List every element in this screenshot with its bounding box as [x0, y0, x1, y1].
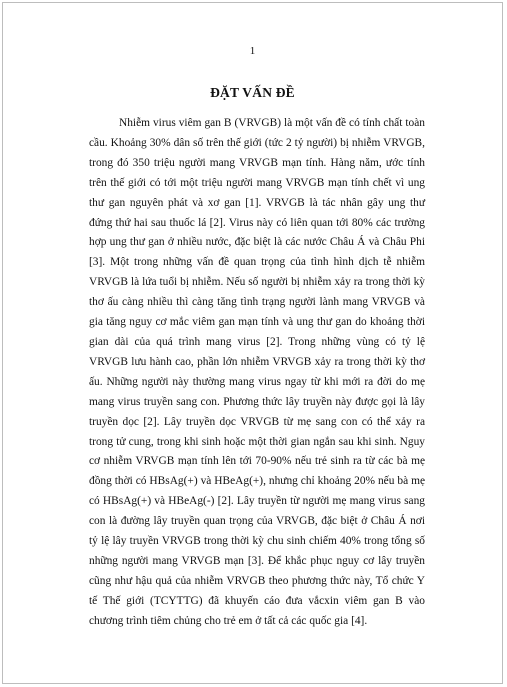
page-number: 1 — [249, 45, 256, 57]
section-title: ĐẶT VẤN ĐỀ — [210, 85, 295, 100]
document-page — [2, 2, 503, 684]
body-paragraph: Nhiễm virus viêm gan B (VRVGB) là một vấn đề có tính chất toàn cầu. Khoảng 30% dân số trên thế giới (tức 2 tỷ người) bị nhiễm VRVGB, trong đó 350 triệu người mang VRVGB mạn tính. Hàng năm, ước tính trên thế giới có tới một triệu người mang VRVGB mạn tính chết vì ung thư gan nguyên phát và xơ gan [1]. VRVGB là tác nhân gây ung thư đứng thứ hai sau thuốc lá [2]. Virus này có liên quan tới 80% các trường hợp ung thư gan ở nhiều nước, đặc biệt là các nước Châu Á và Châu Phi [3]. Một trong những vấn đề quan trọng của tình hình dịch tễ nhiễm VRVGB là lứa tuổi bị nhiễm. Nếu số người bị nhiễm xảy ra trong thời kỳ thơ ấu càng nhiều thì càng tăng tình trạng người lành mang VRVGB và gia tăng nguy cơ mắc viêm gan mạn tính và ung thư gan do khoảng thời gian dài của quá trình mang virus [2]. Trong những vùng có tỷ lệ VRVGB lưu hành cao, phần lớn nhiễm VRVGB xảy ra trong thời kỳ thơ ấu. Những người này thường mang virus ngay từ khi mới ra đời do mẹ mang virus truyền sang con. Phương thức lây truyền này được gọi là lây truyền dọc [2]. Lây truyền dọc VRVGB từ mẹ sang con có thể xảy ra trong tử cung, trong khi sinh hoặc một thời gian ngắn sau khi sinh. Nguy cơ nhiễm VRVGB mạn tính lên tới 70-90% nếu trẻ sinh ra từ các bà mẹ đồng thời có HBsAg(+) và HBeAg(+), nhưng chỉ khoảng 20% nếu bà mẹ có HBsAg(+) và HBeAg(-) [2]. Lây truyền từ người mẹ mang virus sang con là đường lây truyền quan trọng của VRVGB, đặc biệt ở Châu Á nơi tỷ lệ lây truyền VRVGB trong thời kỳ chu sinh chiếm 40% trong tổng số những người mang VRVGB mạn [3]. Để khắc phục nguy cơ lây truyền cũng như hậu quả của nhiễm VRVGB theo phương thức này, Tổ chức Y tế Thế giới (TCYTTG) đã khuyến cáo đưa vắcxin viêm gan B vào chương trình tiêm chủng cho trẻ em ở tất cả các quốc gia [4]. — [89, 117, 425, 627]
